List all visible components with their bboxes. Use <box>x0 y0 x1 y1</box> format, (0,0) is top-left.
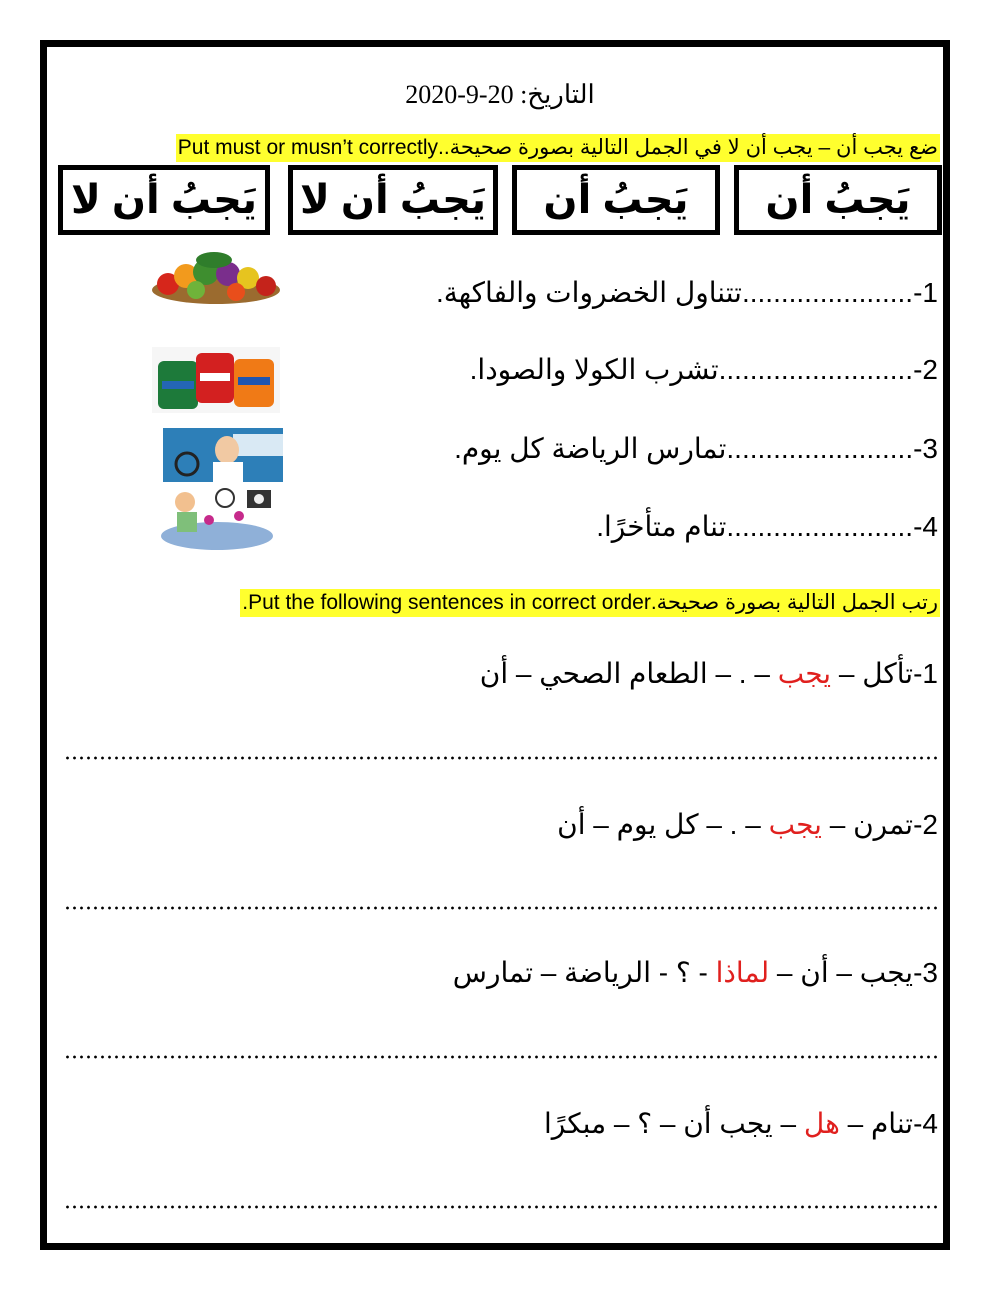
question-2: 2-.........................تشرب الكولا والصودا. <box>469 354 938 385</box>
highlighted-word: يجب <box>777 658 832 689</box>
sentence-part: – . – الطعام الصحي – أن <box>479 658 778 689</box>
sentence-part: يجب – أن – <box>769 957 914 988</box>
tennis-player-image <box>163 428 283 482</box>
date-line: التاريخ: 20-9-2020 <box>405 80 595 109</box>
answer-line <box>64 756 938 760</box>
sentence-part: – . – كل يوم – أن <box>557 809 769 840</box>
sentence-part: تأكل – <box>831 658 914 689</box>
sentence-part: تمرن – <box>821 809 914 840</box>
question-4: 4-........................تنام متأخرًا. <box>596 511 938 542</box>
sentence-part: تنام – <box>839 1108 914 1139</box>
sentence-number: 2- <box>913 809 938 840</box>
word-box-must-2: يَجبُ أن <box>512 165 720 235</box>
fruits-vegetables-image <box>148 250 284 306</box>
answer-line <box>64 906 938 910</box>
highlighted-word: لماذا <box>715 957 770 988</box>
sentence-3 <box>453 956 938 989</box>
soda-cans-image <box>152 347 280 413</box>
sentence-1 <box>480 657 938 690</box>
word-bank <box>58 165 942 239</box>
sentence-number: 3- <box>913 957 938 988</box>
sentence-2 <box>557 808 938 841</box>
answer-line <box>64 1055 938 1059</box>
instruction-must: ضع يجب أن – يجب أن لا في الجمل التالية بصورة صحيحة..Put must or musn’t correctly <box>176 134 940 162</box>
sentence-4 <box>544 1107 938 1140</box>
sentence-part: – يجب أن – ؟ – مبكرًا <box>543 1108 804 1139</box>
question-1: 1-......................تتناول الخضروات والفاكهة. <box>435 277 938 308</box>
instruction-order: رتب الجمل التالية بصورة صحيحة.Put the following sentences in correct order. <box>240 589 940 617</box>
answer-line <box>64 1205 938 1209</box>
highlighted-word: هل <box>803 1108 840 1139</box>
word-box-mustnt-1: يَجبُ أن لا <box>288 165 498 235</box>
word-box-must-1: يَجبُ أن <box>734 165 942 235</box>
sentence-number: 4- <box>913 1108 938 1139</box>
highlighted-word: يجب <box>768 809 822 840</box>
sentence-part: - ؟ - الرياضة – تمارس <box>452 957 716 988</box>
word-box-mustnt-2: يَجبُ أن لا <box>58 165 270 235</box>
question-3: 3-........................تمارس الرياضة كل يوم. <box>454 433 938 464</box>
staying-up-late-image <box>155 486 280 552</box>
sentence-number: 1- <box>913 658 938 689</box>
